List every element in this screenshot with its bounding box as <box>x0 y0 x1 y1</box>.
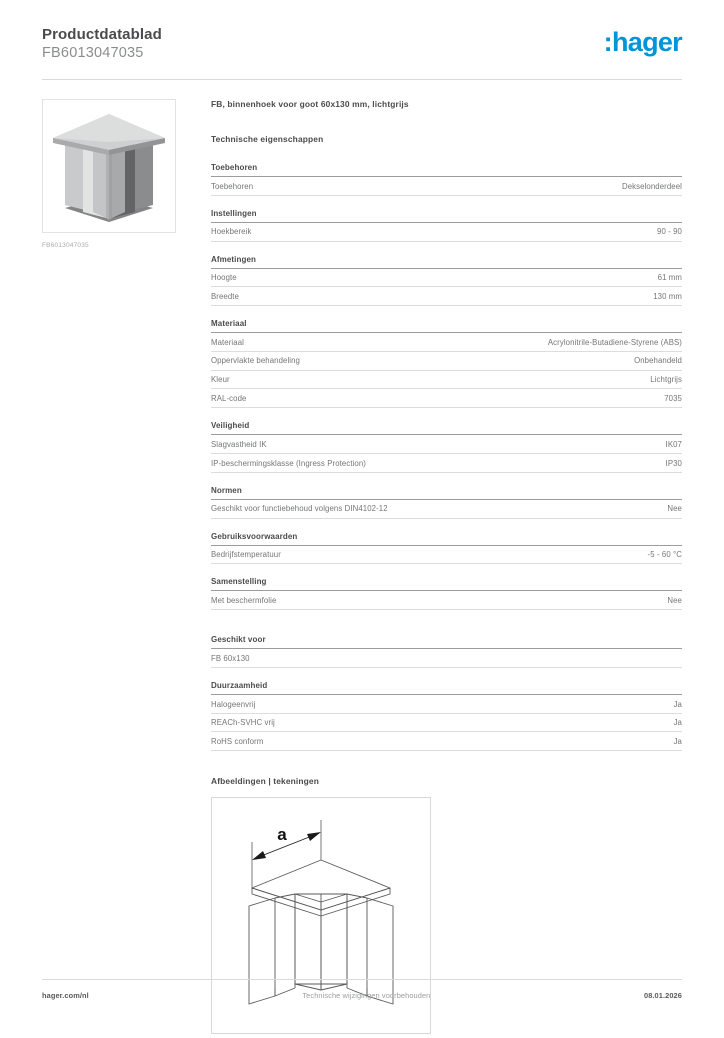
spec-row-label: RoHS conform <box>211 737 264 747</box>
header-title-block <box>42 26 162 63</box>
spec-row <box>211 269 682 288</box>
spec-row <box>211 454 682 473</box>
product-reference: FB6013047035 <box>42 45 144 62</box>
dimension-label-a: a <box>277 825 287 845</box>
spec-row-label: Hoogte <box>211 273 237 283</box>
spec-row-label: Toebehoren <box>211 181 254 191</box>
spec-row-value: Acrylonitrile-Butadiene-Styrene (ABS) <box>547 337 682 347</box>
page-footer <box>42 979 682 1000</box>
spec-row <box>211 591 682 610</box>
spec-row <box>211 500 682 519</box>
spec-group-header: Samenstelling <box>211 577 682 591</box>
spec-row <box>211 223 682 242</box>
spec-row-label: Hoekbereik <box>211 227 252 237</box>
spec-row-value: IP30 <box>665 458 682 468</box>
spec-group <box>211 209 682 242</box>
spec-row-value: Onbehandeld <box>634 356 682 366</box>
spec-group-header: Normen <box>211 486 682 500</box>
spec-row-value: Dekselonderdeel <box>621 181 682 191</box>
footer-divider <box>42 979 682 980</box>
spec-row-value: Lichtgrijs <box>650 375 682 385</box>
spec-group <box>211 163 682 196</box>
spec-group-header: Toebehoren <box>211 163 682 177</box>
spec-row-value: 130 mm <box>653 291 682 301</box>
spec-row <box>211 649 682 668</box>
spec-group-header: Geschikt voor <box>211 635 682 649</box>
spec-row-value: Ja <box>673 737 682 747</box>
spec-row-label: Geschikt voor functiebehoud volgens DIN4102-12 <box>211 504 388 514</box>
spec-group <box>211 421 682 473</box>
spec-group-header: Duurzaamheid <box>211 681 682 695</box>
spec-group <box>211 635 682 668</box>
spec-row-value: 61 mm <box>657 273 682 283</box>
page-content <box>42 99 682 1034</box>
footer-disclaimer: Technische wijzigingen voorbehouden <box>302 991 431 1000</box>
spec-row-value: IK07 <box>665 439 682 449</box>
product-photo-frame <box>42 99 176 233</box>
spec-group-header: Instellingen <box>211 209 682 223</box>
spec-group <box>211 486 682 519</box>
spec-row-value: Ja <box>673 718 682 728</box>
spec-row <box>211 695 682 714</box>
spec-row <box>211 546 682 565</box>
spec-group-header: Afmetingen <box>211 255 682 269</box>
spec-group-header: Veiligheid <box>211 421 682 435</box>
spec-group-header: Gebruiksvoorwaarden <box>211 532 682 546</box>
spec-row-value: 90 - 90 <box>657 227 682 237</box>
spec-group <box>211 255 682 307</box>
specification-column <box>211 99 682 1034</box>
spec-section-title: Technische eigenschappen <box>211 133 324 144</box>
spec-row <box>211 371 682 390</box>
spec-row <box>211 389 682 408</box>
spec-group <box>211 532 682 565</box>
spec-row-label: RAL-code <box>211 394 247 404</box>
spec-row-label: Materiaal <box>211 337 244 347</box>
spec-row-label: REACh-SVHC vrij <box>211 718 275 728</box>
product-photo <box>43 100 175 232</box>
product-image-column <box>42 99 192 249</box>
spec-row-value: Ja <box>673 699 682 709</box>
spec-row-label: Slagvastheid IK <box>211 439 267 449</box>
spec-row-label: Met beschermfolie <box>211 595 277 605</box>
product-photo-caption: FB6013047035 <box>42 241 89 249</box>
spec-groups <box>211 163 682 610</box>
spec-row-label: Kleur <box>211 375 230 385</box>
spec-row-label: Breedte <box>211 291 240 301</box>
spec-row-value: 7035 <box>664 394 682 404</box>
spec-row-label: Oppervlakte behandeling <box>211 356 300 366</box>
spec-row-value: Nee <box>667 595 682 605</box>
spec-row-label: IP-beschermingsklasse (Ingress Protection) <box>211 458 366 468</box>
page-title: Productdatablad <box>42 26 162 43</box>
spec-row-value: -5 - 60 °C <box>647 550 682 560</box>
spec-row <box>211 435 682 454</box>
spec-group <box>211 319 682 408</box>
spec-row <box>211 352 682 371</box>
spec-row-label: Bedrijfstemperatuur <box>211 550 281 560</box>
spec-row <box>211 714 682 733</box>
product-name: FB, binnenhoek voor goot 60x130 mm, lichtgrijs <box>211 98 409 109</box>
footer-website-link[interactable]: hager.com/nl <box>42 991 89 1000</box>
spec-group <box>211 577 682 610</box>
drawings-title: Afbeeldingen | tekeningen <box>211 776 319 787</box>
hager-logo: :hager <box>603 27 682 57</box>
spec-row-label: FB 60x130 <box>211 653 250 663</box>
spec-row-value: Nee <box>667 504 682 514</box>
spec-row <box>211 177 682 196</box>
spec-row <box>211 333 682 352</box>
spec-extra-groups <box>211 635 682 751</box>
spec-row-label: Halogeenvrij <box>211 699 256 709</box>
header-divider <box>42 79 682 80</box>
spec-row <box>211 732 682 751</box>
footer-date: 08.01.2026 <box>643 991 682 1000</box>
spec-row <box>211 287 682 306</box>
spec-group <box>211 681 682 751</box>
spec-group-header: Materiaal <box>211 319 682 333</box>
page-header <box>42 0 682 63</box>
